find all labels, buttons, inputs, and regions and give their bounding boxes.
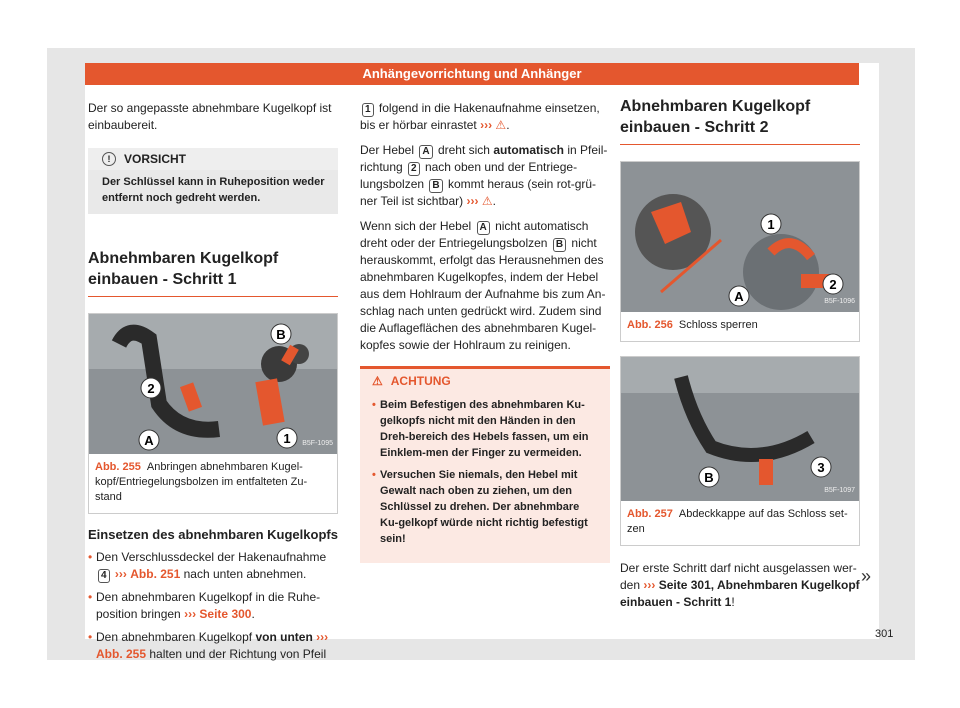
warning-triangle-icon[interactable]: ⚠	[481, 194, 493, 208]
column-1	[88, 100, 338, 669]
ref-arrow: ›››	[480, 118, 493, 132]
ref-badge: B	[429, 179, 442, 193]
fig256-label-2: 2	[829, 277, 837, 292]
figure-code: B5F-1095	[302, 440, 333, 447]
section-title-step2: Abnehmbaren Kugelkopf einbauen - Schritt 2	[620, 96, 860, 145]
figure-256-image	[621, 162, 859, 312]
figure-code: B5F-1096	[824, 298, 855, 305]
page-link[interactable]: Seite 300	[199, 607, 252, 621]
paragraph: Der erste Schritt darf nicht ausgelassen wer-den ››› Seite 301, Abnehmbaren Kugelkopf einbauen - Schritt 1!	[620, 561, 860, 609]
figure-255-image	[89, 314, 337, 454]
warning-item: • Versuchen Sie niemals, den Hebel mit Gewalt nach oben zu ziehen, um den Schlüssel zu drehen. Der abnehmbare Ku-gelkopf würde nicht richtig befestigt sein!	[372, 467, 600, 547]
fig255-label-b: B	[276, 327, 286, 342]
figure-257-image	[621, 357, 859, 501]
ref-badge: A	[419, 145, 432, 159]
figure-link[interactable]: Abb. 251	[130, 567, 181, 581]
warning-triangle-icon[interactable]: ⚠	[495, 118, 507, 132]
ref-arrow: ›››	[316, 630, 329, 644]
ref-badge: 2	[408, 162, 420, 176]
ref-arrow: ›››	[114, 567, 127, 581]
info-icon: !	[102, 152, 116, 166]
ref-badge: A	[477, 221, 490, 235]
paragraph: Wenn sich der Hebel A nicht automatisch dreht oder der Entriegelungsbolzen B nicht herauskommt, erfolgt das Herausnehmen des abnehmbaren Kugelkopfes, indem der Hebel aus dem Hohlraum der Aufnahme bis zum An-schlag nach unten gedrückt wird. Zudem sind die Auflageflächen des abnehmbaren Kugel-kopfes sowie der Hohlraum zu reinigen.	[360, 219, 606, 352]
warning-box	[360, 366, 610, 563]
page-header: Anhängevorrichtung und Anhänger	[85, 63, 859, 85]
subsection-title: Einsetzen des abnehmbaren Kugelkopfs	[88, 527, 338, 542]
caution-title: VORSICHT	[124, 151, 187, 166]
ref-arrow: ›››	[466, 194, 479, 208]
fig256-label-1: 1	[767, 217, 775, 232]
list-item: • Den Verschlussdeckel der Hakenaufnahme 4 ››› Abb. 251 nach unten abnehmen.	[88, 549, 338, 583]
instruction-list	[88, 549, 338, 663]
tow-hitch-illustration	[89, 314, 337, 454]
caution-box	[88, 148, 338, 214]
fig256-label-a: A	[734, 289, 744, 304]
fig257-label-3: 3	[817, 460, 825, 475]
figure-number: Abb. 256	[627, 319, 673, 331]
figure-257	[620, 356, 860, 546]
figure-256-caption	[621, 312, 859, 341]
page-link[interactable]: Seite 301, Abnehmbaren Kugelkopf einbauen - Schritt 1	[620, 578, 860, 609]
fig255-label-a: A	[144, 433, 154, 448]
figure-255	[88, 313, 338, 514]
figure-caption-text: Anbringen abnehmbaren Kugel-kopf/Entriegelungsbolzen im entfalteten Zu-stand	[95, 461, 308, 503]
figure-255-caption	[89, 454, 337, 513]
page-number: 301	[875, 628, 894, 640]
warning-triangle-icon: ⚠	[372, 373, 383, 388]
list-item: • Den abnehmbaren Kugelkopf in die Ruhe-position bringen ››› Seite 300.	[88, 589, 338, 623]
warning-list	[372, 397, 600, 547]
lock-illustration	[621, 162, 859, 312]
figure-257-caption	[621, 501, 859, 545]
ref-badge: 1	[362, 103, 374, 117]
column-2	[360, 100, 610, 563]
cap-illustration	[621, 357, 859, 501]
list-item: • Den abnehmbaren Kugelkopf von unten ››› Abb. 255 halten und der Richtung von Pfeil	[88, 629, 338, 663]
fig255-label-1: 1	[283, 431, 291, 446]
paragraph: Der Hebel A dreht sich automatisch in Pfeil-richtung 2 nach oben und der Entriege-lungsbolzen B kommt heraus (sein rot-grü-ner Teil ist sichtbar) ››› ⚠.	[360, 143, 608, 208]
continue-marker: »	[861, 566, 872, 586]
paragraph: 1 folgend in die Hakenaufnahme einsetzen, bis er hörbar einrastet ››› ⚠.	[360, 101, 600, 132]
ref-badge: 4	[98, 569, 110, 583]
fig255-label-2: 2	[147, 381, 155, 396]
figure-256	[620, 161, 860, 342]
caution-text: Der Schlüssel kann in Ruheposition weder entfernt noch gedreht werden.	[88, 170, 338, 214]
ref-badge: B	[553, 238, 566, 252]
figure-number: Abb. 255	[95, 461, 141, 473]
fig257-label-b: B	[704, 470, 714, 485]
column-3	[620, 96, 860, 619]
warning-title: ACHTUNG	[390, 373, 451, 388]
figure-number: Abb. 257	[627, 508, 673, 520]
intro-text: Der so angepasste abnehmbare Kugelkopf ist einbaubereit.	[88, 101, 332, 132]
figure-link[interactable]: Abb. 255	[96, 647, 147, 661]
figure-caption-text: Schloss sperren	[678, 319, 758, 331]
ref-arrow: ›››	[184, 607, 197, 621]
section-title-step1: Abnehmbaren Kugelkopf einbauen - Schritt 1	[88, 248, 338, 297]
figure-caption-text: Abdeckkappe auf das Schloss set-zen	[627, 508, 848, 535]
warning-item: • Beim Befestigen des abnehmbaren Ku-gelkopfs nicht mit den Händen in den Dreh-bereich des Hebels fassen, um ein Einklem-men der Finger zu vermeiden.	[372, 397, 600, 461]
figure-code: B5F-1097	[824, 487, 855, 494]
ref-arrow: ›››	[643, 578, 656, 592]
